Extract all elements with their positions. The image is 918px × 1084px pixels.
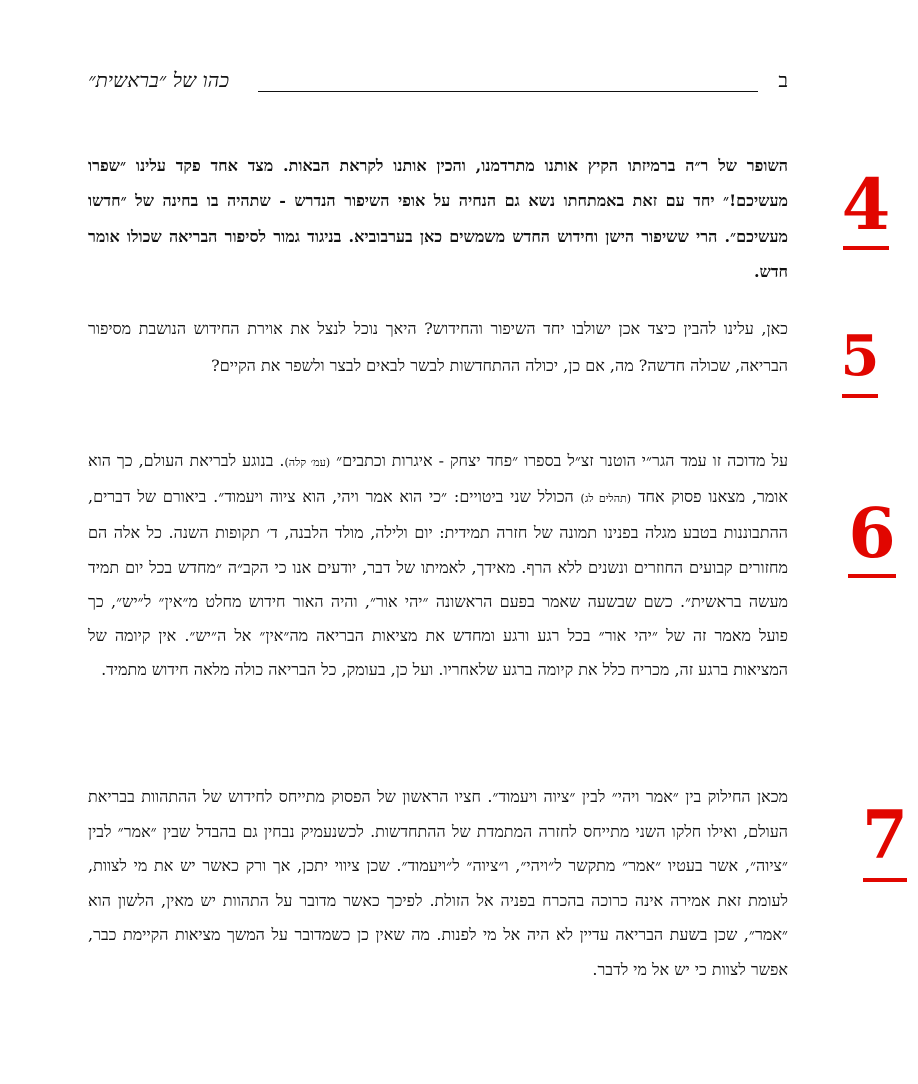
marker-underline <box>863 878 907 882</box>
margin-marker-7 <box>860 796 910 882</box>
marker-number: 6 <box>848 494 896 574</box>
paragraph-3 <box>88 444 788 687</box>
page-letter: ב <box>778 68 788 92</box>
marker-underline <box>848 574 896 578</box>
marker-number: 7 <box>862 796 908 874</box>
marker-underline <box>842 394 878 398</box>
paragraph-2: כאן, עלינו להבין כיצד אכן ישולבו יחד השיפור והחידוש? היאך נוכל לנצל את אוירת החידוש הנושבת מסיפור הבריאה, שכולה חדשה? מה, אם כן, יכולה ההתחדשות לבשר לבאים לבצר ולשפר את הקיים? <box>88 319 788 375</box>
paragraph-3-part-1: על מדוכה זו עמד הגר״י הוטנר זצ״ל בספרו ״פחד יצחק - איגרות וכתבים״ <box>336 451 789 470</box>
margin-marker-5 <box>840 323 880 398</box>
marker-number: 5 <box>840 323 880 389</box>
page-header <box>88 66 788 100</box>
marker-number: 4 <box>841 163 891 246</box>
marker-underline <box>843 246 889 250</box>
paragraph-3-part-3: הכולל שני ביטויים: ״כי הוא אמר ויהי, הוא ציוה ויעמוד״. ביאורם של דברים, ההתבוננות בטבע מגלה בפנינו תמונה של חזרה תמידית: יום ולילה, מולד הלבנה, ד׳ תקופות השנה. כל אלה הם מחזורים קבועים החוזרים ונשנים ללא הרף. מאידך, לאמיתו של דבר, יודעים אנו כי הקב״ה ״מחדש בכל יום תמיד מעשה בראשית״. כשם שבשעה שאמר בפעם הראשונה ״יהי אור״, והיה האור חידוש מחלט מ״אין״ ל״יש״, כך פועל מאמר זה של ״יהי אור״ בכל רגע ורגע ומחדש את מציאות הבריאה מה״אין״ אל ה״יש״. אין קיומה של המציאות ברגע זה, מכריח כלל את קיומה ברגע שלאחריו. ועל כן, בעומק, כל הבריאה כולה מלאה חידוש מתמיד. <box>88 487 788 680</box>
paragraph-3-part-2: . בנוגע לבריאת העולם, כך הוא אומר, מצאנו פסוק אחד <box>88 451 789 507</box>
margin-marker-6 <box>846 494 898 578</box>
paragraph-4: מכאן החילוק בין ״אמר ויהי״ לבין ״ציוה ויעמוד״. חציו הראשון של הפסוק מתייחס לחידוש של ההתהוות בבריאת העולם, ואילו חלקו השני מתייחס לחזרה המתמדת של ההתחדשות. לכשנעמיק נבחין גם בהבדל שבין ״אמר״ לבין ״ציוה״, אשר בעטיו ״אמר״ מתקשר ל״ויהי״, ו״ציוה״ ל״ויעמוד״. שכן ציווי יתכן, אך ורק כאשר יש את מי לצוות, לעומת זאת אמירה אינה כרוכה בהכרח בפניה אל הזולת. לפיכך כאשר מדובר על התהוות יש מאין, הלשון הוא ״אמר״, שכן בשעת הבריאה עדיין לא היה אל מי לפנות. מה שאין כן כשמדובר על המשך מציאות הקיימת כבר, אפשר לצוות כי יש אל מי לדבר. <box>88 787 789 979</box>
header-rule <box>258 91 758 92</box>
margin-marker-4 <box>840 163 892 250</box>
paragraph-1: השופר של ר״ה ברמיזתו הקיץ אותנו מתרדמנו, והכין אותנו לקראת הבאות. מצד אחד פקד עלינו ״שפרו מעשיכם!״ יחד עם זאת באמתחתו נשא גם הנחיה על אופי השיפור הנדרש - שתהיה בו בחינה של ״חדשו מעשיכם״. הרי ששיפור הישן וחידוש החדש משמשים כאן בערבוביא. בניגוד גמור לסיפור הבריאה שכולו אומר חדש. <box>88 156 788 281</box>
source-reference-tehilim: (תהלים לג) <box>580 492 632 506</box>
source-reference-igrot: (עמ׳ קלה) <box>284 456 331 469</box>
header-title: כהו של ״בראשית״ <box>88 68 230 92</box>
